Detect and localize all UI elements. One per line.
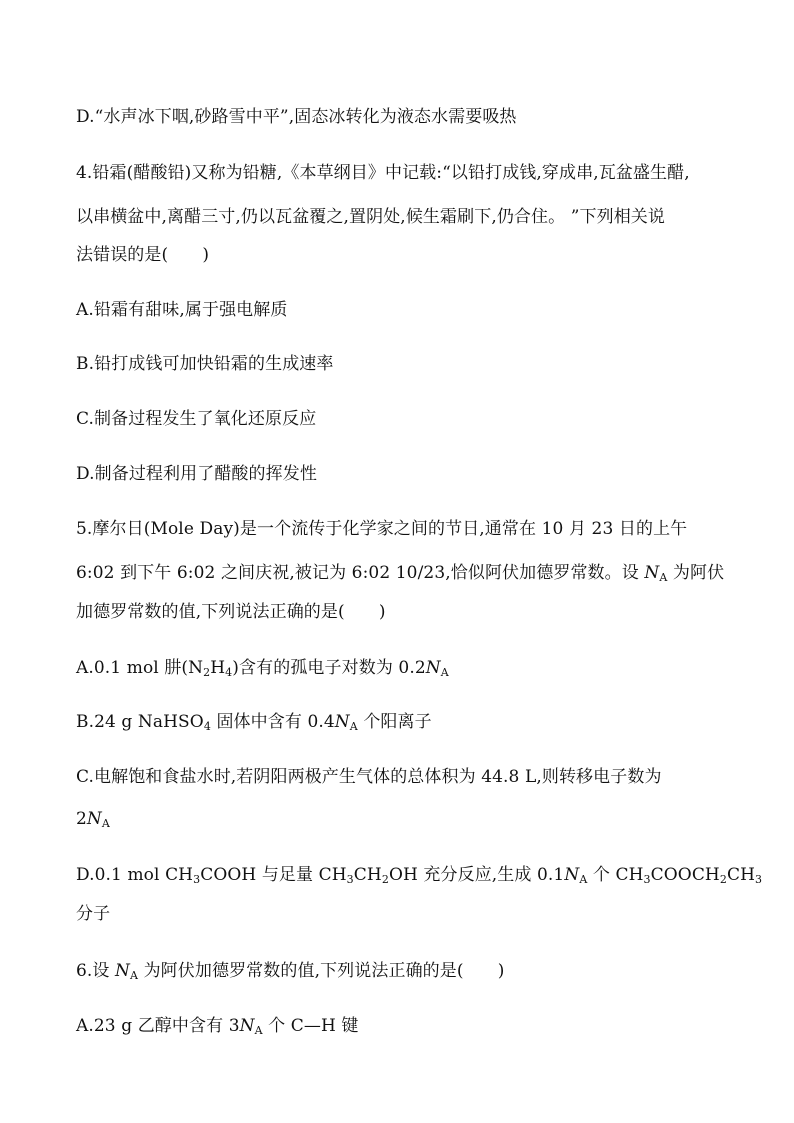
q5-option-d-line-1: D.0.1 mol $CH_3COOH$ 与足量 $CH_3CH_2OH$ 充分反应,生成 $0.1N_A$ 个 $CH_3COOCH_2CH_3$ xyxy=(76,865,763,886)
q4-option-a: A.铅霜有甜味,属于强电解质 xyxy=(76,300,288,320)
q3-option-d: D.“水声冰下咽,砂路雪中平”,固态冰转化为液态水需要吸热 xyxy=(76,107,517,127)
q6-stem: 6.设 $N_A$ 为阿伏加德罗常数的值,下列说法正确的是( ) xyxy=(76,961,505,982)
q4-option-b: B.铅打成钱可加快铅霜的生成速率 xyxy=(76,354,334,374)
q4-option-c: C.制备过程发生了氧化还原反应 xyxy=(76,409,317,429)
q5-option-a: A.0.1 mol 肼$(N_2H_4)$含有的孤电子对数为 $0.2N_A$ xyxy=(76,658,449,679)
q4-stem-line-2: 以串横盆中,离醋三寸,仍以瓦盆覆之,置阴处,候生霜刷下,仍合住。 ”下列相关说 xyxy=(76,207,666,227)
q5-stem-line-3: 加德罗常数的值,下列说法正确的是( ) xyxy=(76,602,386,622)
q4-stem-line-1: 4.铅霜(醋酸铅)又称为铅糖,《本草纲目》中记载:“以铅打成钱,穿成串,瓦盆盛生醋, xyxy=(76,163,690,183)
q5-option-d-line-2: 分子 xyxy=(76,904,111,924)
q5-option-c-line-2: $2N_A$ xyxy=(76,809,110,830)
q5-stem-line-1: 5.摩尔日(Mole Day)是一个流传于化学家之间的节日,通常在 10 月 23 日的上午 xyxy=(76,519,688,539)
q5-option-c-line-1: C.电解饱和食盐水时,若阴阳两极产生气体的总体积为 44.8 L,则转移电子数为 xyxy=(76,767,662,787)
q5-stem-line-2: 6:02 到下午 6:02 之间庆祝,被记为 6:02 10/23,恰似阿伏加德罗常数。设 $N_A$ 为阿伏 xyxy=(76,563,725,584)
q6-option-a: A.23 g 乙醇中含有 $3N_A$ 个 C—H 键 xyxy=(76,1016,359,1037)
q5-option-b: B.24 g NaHSO$_4$ 固体中含有 $0.4N_A$ 个阳离子 xyxy=(76,712,432,733)
q4-option-d: D.制备过程利用了醋酸的挥发性 xyxy=(76,464,317,484)
q4-stem-line-3: 法错误的是( ) xyxy=(76,245,210,265)
